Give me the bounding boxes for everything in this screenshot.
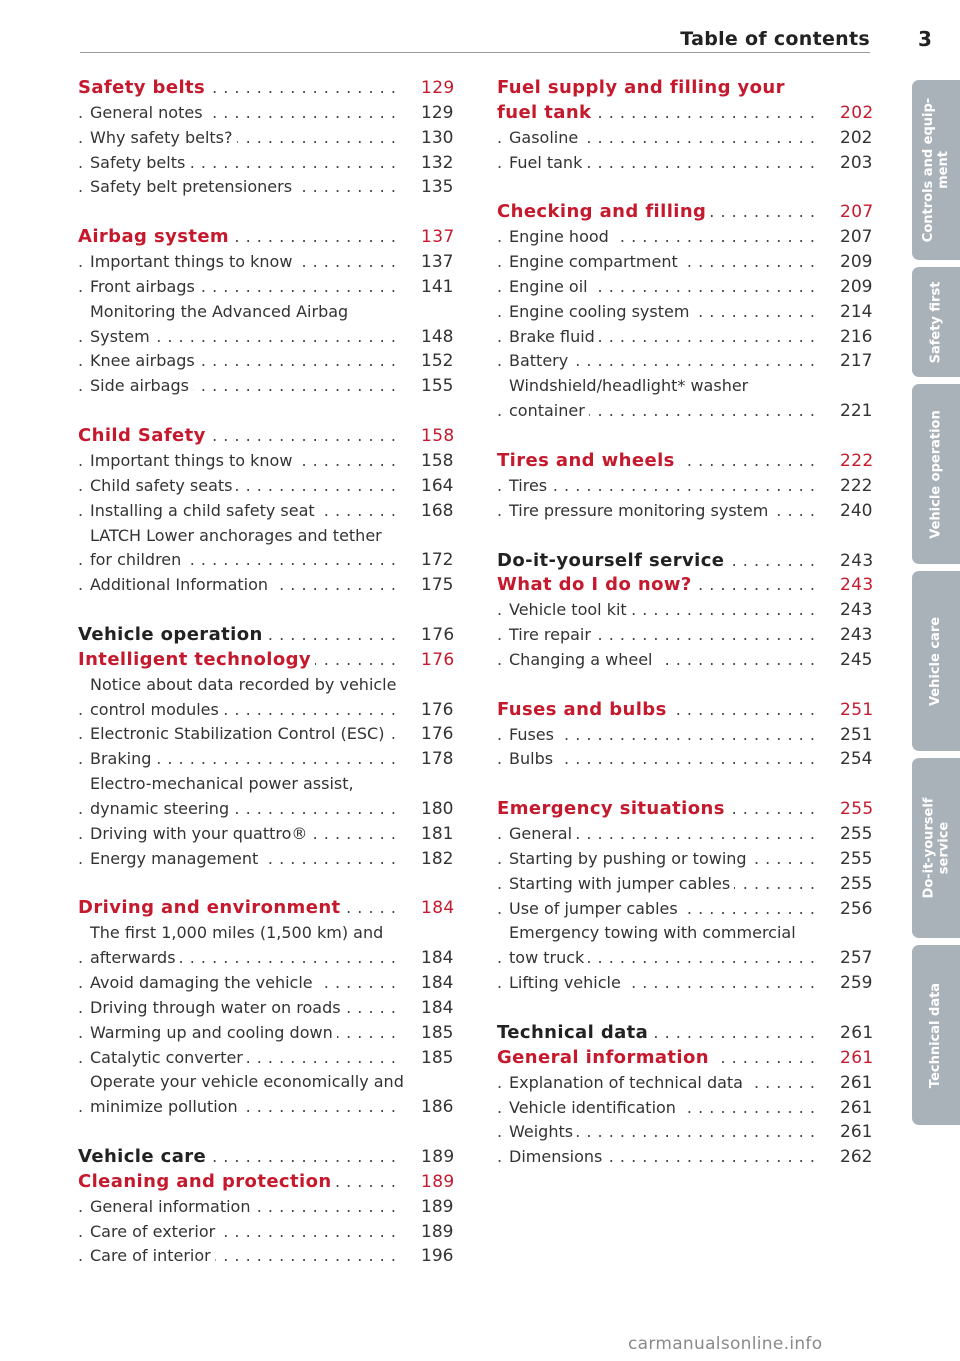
toc-page-number: 137: [421, 227, 455, 248]
toc-entry-label: Fuses: [509, 723, 558, 748]
toc-section-entry[interactable]: [497, 399, 872, 424]
toc-page-number: 137: [421, 252, 454, 273]
toc-section-entry[interactable]: [78, 971, 453, 996]
toc-page-number: 240: [840, 500, 873, 521]
toc-page-number: 176: [421, 625, 455, 646]
toc-page-number: 214: [840, 301, 873, 322]
section-gap: [497, 673, 872, 698]
toc-page-number: 181: [421, 823, 454, 844]
toc-page-number: 176: [421, 649, 455, 670]
chapter-tab[interactable]: [912, 267, 960, 377]
toc-entry-label: Additional Information: [90, 573, 272, 598]
toc-section-entry[interactable]: [78, 374, 453, 399]
toc-page-number: 132: [421, 152, 454, 173]
toc-section-entry: [78, 524, 453, 549]
toc-section-entry[interactable]: [78, 126, 453, 151]
toc-entry-label: Do-it-yourself service: [497, 549, 728, 574]
toc-entry-label: Engine oil: [509, 275, 592, 300]
toc-entry-label: Tires: [509, 474, 551, 499]
toc-entry-label: The first 1,000 miles (1,500 km) and: [90, 921, 387, 946]
toc-chapter-entry[interactable]: [497, 1021, 872, 1046]
toc-entry-label: Tires and wheels: [497, 449, 679, 474]
toc-page-number: 182: [421, 848, 454, 869]
toc-entry-label: Battery: [509, 349, 572, 374]
toc-entry-label: control modules: [90, 698, 223, 723]
toc-chapter-entry[interactable]: [78, 1170, 453, 1195]
toc-page-number: 261: [840, 1122, 873, 1143]
toc-section-entry: [78, 1070, 453, 1095]
toc-page-number: 135: [421, 177, 454, 198]
toc-page-number: 196: [421, 1246, 454, 1267]
header-title: Table of contents: [680, 28, 870, 50]
chapter-tab[interactable]: [912, 80, 960, 260]
toc-entry-label: Engine cooling system: [509, 300, 693, 325]
toc-section-entry[interactable]: [497, 872, 872, 897]
toc-entry-label: Explanation of technical data: [509, 1071, 747, 1096]
toc-entry-label: Engine compartment: [509, 250, 682, 275]
toc-page-number: 176: [421, 724, 454, 745]
toc-chapter-entry[interactable]: [78, 1145, 453, 1170]
toc-page-number: 185: [421, 1047, 454, 1068]
toc-entry-label: Avoid damaging the vehicle: [90, 971, 317, 996]
toc-page-number: 189: [421, 1171, 455, 1192]
toc-entry-label: Checking and filling: [497, 200, 710, 225]
toc-section-entry[interactable]: [497, 126, 872, 151]
chapter-tab[interactable]: [912, 384, 960, 564]
toc-page-number: 207: [840, 227, 873, 248]
toc-page-number: 207: [840, 202, 874, 223]
toc-section-entry[interactable]: [497, 1145, 872, 1170]
toc-section-entry[interactable]: [497, 474, 872, 499]
toc-chapter-entry[interactable]: [497, 698, 872, 723]
toc-page-number: 130: [421, 127, 454, 148]
toc-entry-label: Engine hood: [509, 225, 613, 250]
toc-entry-label: Bulbs: [509, 747, 557, 772]
toc-entry-label: Catalytic converter: [90, 1046, 247, 1071]
toc-chapter-entry[interactable]: [78, 76, 453, 101]
toc-chapter-entry[interactable]: [78, 225, 453, 250]
toc-entry-label: minimize pollution: [90, 1095, 242, 1120]
toc-section-entry[interactable]: [78, 747, 453, 772]
toc-section-entry[interactable]: [78, 996, 453, 1021]
toc-entry-label: container: [509, 399, 589, 424]
toc-section-entry[interactable]: [497, 723, 872, 748]
toc-entry-label: Starting with jumper cables: [509, 872, 734, 897]
chapter-tab-label: Vehicle care: [928, 616, 944, 706]
chapter-tab-label: Safety first: [928, 281, 944, 363]
toc-section-entry[interactable]: [78, 175, 453, 200]
chapter-tab-label: Vehicle operation: [928, 409, 944, 539]
toc-chapter-entry[interactable]: [497, 101, 872, 126]
toc-section-entry[interactable]: [78, 1195, 453, 1220]
toc-entry-label: General information: [90, 1195, 254, 1220]
toc-page-number: 129: [421, 78, 455, 98]
toc-chapter-entry[interactable]: [78, 896, 453, 921]
toc-section-entry[interactable]: [78, 573, 453, 598]
toc-entry-label: System: [90, 325, 154, 350]
toc-section-entry: [497, 921, 872, 946]
toc-entry-label: Gasoline: [509, 126, 582, 151]
toc-page-number: 222: [840, 475, 873, 496]
toc-entry-label: dynamic steering: [90, 797, 233, 822]
section-gap: [497, 996, 872, 1021]
chapter-tab-label: Controls and equip- ment: [921, 97, 951, 243]
toc-page-number: 189: [421, 1147, 455, 1168]
toc-entry-label: Changing a wheel: [509, 648, 657, 673]
section-gap: [78, 200, 453, 225]
toc-page-number: 243: [840, 625, 873, 646]
toc-page-number: 261: [840, 1097, 873, 1118]
toc-section-entry: [78, 772, 453, 797]
toc-entry-label: Safety belts: [90, 151, 189, 176]
toc-chapter-entry[interactable]: [497, 200, 872, 225]
section-gap: [497, 772, 872, 797]
toc-entry-label: Knee airbags: [90, 349, 199, 374]
toc-page-number: 217: [840, 351, 873, 372]
toc-entry-label: Child Safety: [78, 424, 210, 449]
toc-section-entry[interactable]: [78, 797, 453, 822]
toc-entry-label: LATCH Lower anchorages and tether: [90, 524, 386, 549]
chapter-tab[interactable]: [912, 945, 960, 1125]
toc-section-entry[interactable]: [78, 349, 453, 374]
toc-page-number: 148: [421, 326, 454, 347]
toc-page-number: 243: [840, 575, 874, 596]
toc-entry-label: Emergency towing with commercial: [509, 921, 800, 946]
toc-section-entry[interactable]: [497, 897, 872, 922]
toc-chapter-entry[interactable]: [78, 424, 453, 449]
toc-section-entry[interactable]: [497, 1120, 872, 1145]
toc-chapter-entry[interactable]: [497, 549, 872, 574]
toc-page-number: 172: [421, 550, 454, 571]
toc-section-entry[interactable]: [78, 1046, 453, 1071]
toc-entry-label: Fuses and bulbs: [497, 698, 671, 723]
toc-chapter-entry[interactable]: [78, 648, 453, 673]
toc-chapter-entry: [497, 76, 872, 101]
toc-entry-label: What do I do now?: [497, 573, 696, 598]
toc-entry-label: Tire pressure monitoring system: [509, 499, 772, 524]
section-gap: [497, 424, 872, 449]
toc-page-number: 261: [840, 1047, 874, 1068]
toc-entry-label: Safety belts: [78, 76, 209, 101]
toc-section-entry[interactable]: [497, 1071, 872, 1096]
toc-entry-label: fuel tank: [497, 101, 595, 126]
toc-section-entry[interactable]: [78, 722, 453, 747]
toc-entry-label: Care of interior: [90, 1244, 215, 1269]
toc-section-entry[interactable]: [78, 1095, 453, 1120]
toc-page-number: 243: [840, 600, 873, 621]
toc-section-entry[interactable]: [497, 349, 872, 374]
toc-page-number: 261: [840, 1072, 873, 1093]
toc-page-number: 129: [421, 102, 454, 123]
toc-section-entry[interactable]: [497, 747, 872, 772]
toc-section-entry: [78, 300, 453, 325]
toc-entry-label: Brake fluid: [509, 325, 599, 350]
toc-section-entry[interactable]: [78, 1244, 453, 1269]
toc-entry-label: Side airbags: [90, 374, 193, 399]
toc-entry-label: General information: [497, 1046, 713, 1071]
toc-page-number: 251: [840, 699, 874, 720]
toc-chapter-entry[interactable]: [497, 449, 872, 474]
toc-page-number: 176: [421, 699, 454, 720]
header-divider: [80, 52, 870, 53]
chapter-tab[interactable]: [912, 571, 960, 751]
toc-page-number: 164: [421, 475, 454, 496]
toc-entry-label: Fuel supply and filling your: [497, 76, 789, 101]
toc-chapter-entry[interactable]: [497, 573, 872, 598]
toc-page-number: 184: [421, 898, 455, 919]
toc-entry-label: afterwards: [90, 946, 180, 971]
toc-page-number: 141: [421, 276, 454, 297]
toc-page-number: 158: [421, 426, 455, 447]
section-gap: [78, 598, 453, 623]
toc-section-entry[interactable]: [497, 623, 872, 648]
toc-page-number: 202: [840, 102, 874, 123]
toc-section-entry: [78, 921, 453, 946]
toc-section-entry[interactable]: [497, 822, 872, 847]
toc-page-number: 255: [840, 799, 874, 820]
toc-section-entry[interactable]: [78, 1220, 453, 1245]
toc-section-entry[interactable]: [78, 548, 453, 573]
toc-page-number: 175: [421, 575, 454, 596]
toc-section-entry[interactable]: [78, 449, 453, 474]
toc-page-number: 257: [840, 948, 873, 969]
toc-entry-label: Windshield/headlight* washer: [509, 374, 752, 399]
toc-entry-label: Vehicle care: [78, 1145, 210, 1170]
toc-page-number: 243: [840, 550, 874, 571]
toc-entry-label: Driving through water on roads: [90, 996, 345, 1021]
toc-entry-label: Installing a child safety seat: [90, 499, 319, 524]
toc-section-entry[interactable]: [497, 225, 872, 250]
toc-page-number: 180: [421, 798, 454, 819]
toc-section-entry[interactable]: [497, 250, 872, 275]
toc-entry-label: Emergency situations: [497, 797, 729, 822]
toc-section-entry[interactable]: [497, 300, 872, 325]
toc-page-number: 261: [840, 1023, 874, 1043]
toc-page-number: 209: [840, 252, 873, 273]
toc-section-entry[interactable]: [497, 648, 872, 673]
toc-entry-label: Dimensions: [509, 1145, 606, 1170]
toc-section-entry[interactable]: [78, 499, 453, 524]
toc-entry-label: Tire repair: [509, 623, 595, 648]
section-gap: [497, 175, 872, 200]
toc-section-entry[interactable]: [78, 847, 453, 872]
toc-entry-label: for children: [90, 548, 185, 573]
watermark: carmanualsonline.info: [628, 1334, 823, 1354]
toc-page-number: 155: [421, 376, 454, 397]
toc-entry-label: Safety belt pretensioners: [90, 175, 296, 200]
toc-entry-label: Starting by pushing or towing: [509, 847, 751, 872]
toc-section-entry[interactable]: [78, 325, 453, 350]
toc-section-entry[interactable]: [78, 946, 453, 971]
toc-section-entry[interactable]: [78, 1021, 453, 1046]
toc-entry-label: Vehicle tool kit: [509, 598, 631, 623]
toc-entry-label: Technical data: [497, 1021, 652, 1046]
toc-section-entry[interactable]: [497, 598, 872, 623]
toc-entry-label: Child safety seats: [90, 474, 236, 499]
toc-section-entry: [78, 673, 453, 698]
toc-section-entry[interactable]: [78, 151, 453, 176]
toc-entry-label: General: [509, 822, 576, 847]
chapter-tab-label: Do-it-yourself service: [921, 797, 952, 899]
toc-page-number: 254: [840, 749, 873, 770]
toc-page-number: 221: [840, 401, 873, 422]
toc-entry-label: Electronic Stabilization Control (ESC): [90, 722, 388, 747]
toc-page-number: 184: [421, 973, 454, 993]
toc-page-number: 251: [840, 724, 873, 745]
toc-section-entry[interactable]: [497, 499, 872, 524]
section-gap: [497, 524, 872, 549]
toc-page-number: 216: [840, 326, 873, 347]
toc-section-entry[interactable]: [497, 275, 872, 300]
toc-section-entry[interactable]: [78, 250, 453, 275]
toc-page-number: 255: [840, 848, 873, 869]
toc-entry-label: Notice about data recorded by vehicle: [90, 673, 400, 698]
toc-left-column: [78, 76, 453, 1269]
toc-page-number: 255: [840, 824, 873, 845]
toc-page-number: 168: [421, 500, 454, 521]
toc-entry-label: Care of exterior: [90, 1220, 219, 1245]
toc-entry-label: tow truck: [509, 946, 588, 971]
toc-page-number: 184: [421, 997, 454, 1018]
toc-section-entry[interactable]: [78, 698, 453, 723]
toc-entry-label: Operate your vehicle economically and: [90, 1070, 408, 1095]
toc-entry-label: Intelligent technology: [78, 648, 315, 673]
toc-entry-label: Driving with your quattro®: [90, 822, 311, 847]
toc-section-entry[interactable]: [497, 325, 872, 350]
toc-entry-label: Braking: [90, 747, 155, 772]
toc-page-number: 185: [421, 1022, 454, 1043]
toc-entry-label: Airbag system: [78, 225, 233, 250]
toc-page-number: 222: [840, 450, 874, 471]
toc-page-number: 178: [421, 749, 454, 770]
toc-entry-label: Energy management: [90, 847, 262, 872]
toc-page-number: 184: [421, 948, 454, 969]
toc-right-column: [497, 76, 872, 1170]
toc-chapter-entry[interactable]: [497, 797, 872, 822]
chapter-tab-label: Technical data: [928, 982, 944, 1088]
toc-entry-label: Vehicle operation: [78, 623, 267, 648]
page-header: [80, 28, 870, 50]
section-gap: [78, 871, 453, 896]
toc-entry-label: Use of jumper cables: [509, 897, 682, 922]
toc-page-number: 189: [421, 1196, 454, 1217]
toc-page-number: 158: [421, 450, 454, 471]
toc-page-number: 209: [840, 276, 873, 297]
toc-page-number: 152: [421, 351, 454, 372]
section-gap: [78, 1120, 453, 1145]
toc-entry-label: Monitoring the Advanced Airbag: [90, 300, 352, 325]
toc-entry-label: Important things to know: [90, 250, 296, 275]
toc-section-entry: [497, 374, 872, 399]
toc-entry-label: Why safety belts?: [90, 126, 237, 151]
toc-entry-label: Weights: [509, 1120, 577, 1145]
toc-page-number: 259: [840, 973, 873, 994]
toc-entry-label: Electro-mechanical power assist,: [90, 772, 358, 797]
toc-page-number: 189: [421, 1221, 454, 1242]
toc-section-entry[interactable]: [497, 971, 872, 996]
toc-section-entry[interactable]: [497, 946, 872, 971]
toc-section-entry[interactable]: [78, 275, 453, 300]
toc-entry-label: Front airbags: [90, 275, 199, 300]
toc-page-number: 256: [840, 898, 873, 919]
toc-entry-label: General notes: [90, 101, 207, 126]
toc-page-number: 203: [840, 152, 873, 173]
toc-page-number: 245: [840, 649, 873, 670]
toc-page-number: 255: [840, 873, 873, 894]
toc-chapter-entry[interactable]: [497, 1046, 872, 1071]
toc-section-entry[interactable]: [497, 151, 872, 176]
toc-entry-label: Lifting vehicle: [509, 971, 625, 996]
toc-page-number: 262: [840, 1147, 873, 1168]
toc-section-entry[interactable]: [497, 1096, 872, 1121]
toc-page-number: 186: [421, 1097, 454, 1118]
toc-entry-label: Vehicle identification: [509, 1096, 680, 1121]
toc-chapter-entry[interactable]: [78, 623, 453, 648]
toc-entry-label: Fuel tank: [509, 151, 586, 176]
toc-entry-label: Driving and environment: [78, 896, 345, 921]
chapter-tab[interactable]: [912, 758, 960, 938]
toc-section-entry[interactable]: [497, 847, 872, 872]
toc-section-entry[interactable]: [78, 474, 453, 499]
toc-page-number: 202: [840, 127, 873, 148]
page-number: 3: [918, 27, 932, 51]
section-gap: [78, 399, 453, 424]
toc-entry-label: Important things to know: [90, 449, 296, 474]
toc-entry-label: Cleaning and protection: [78, 1170, 336, 1195]
chapter-tabs: [912, 80, 960, 1132]
toc-entry-label: Warming up and cooling down: [90, 1021, 337, 1046]
toc-section-entry[interactable]: [78, 101, 453, 126]
toc-section-entry[interactable]: [78, 822, 453, 847]
